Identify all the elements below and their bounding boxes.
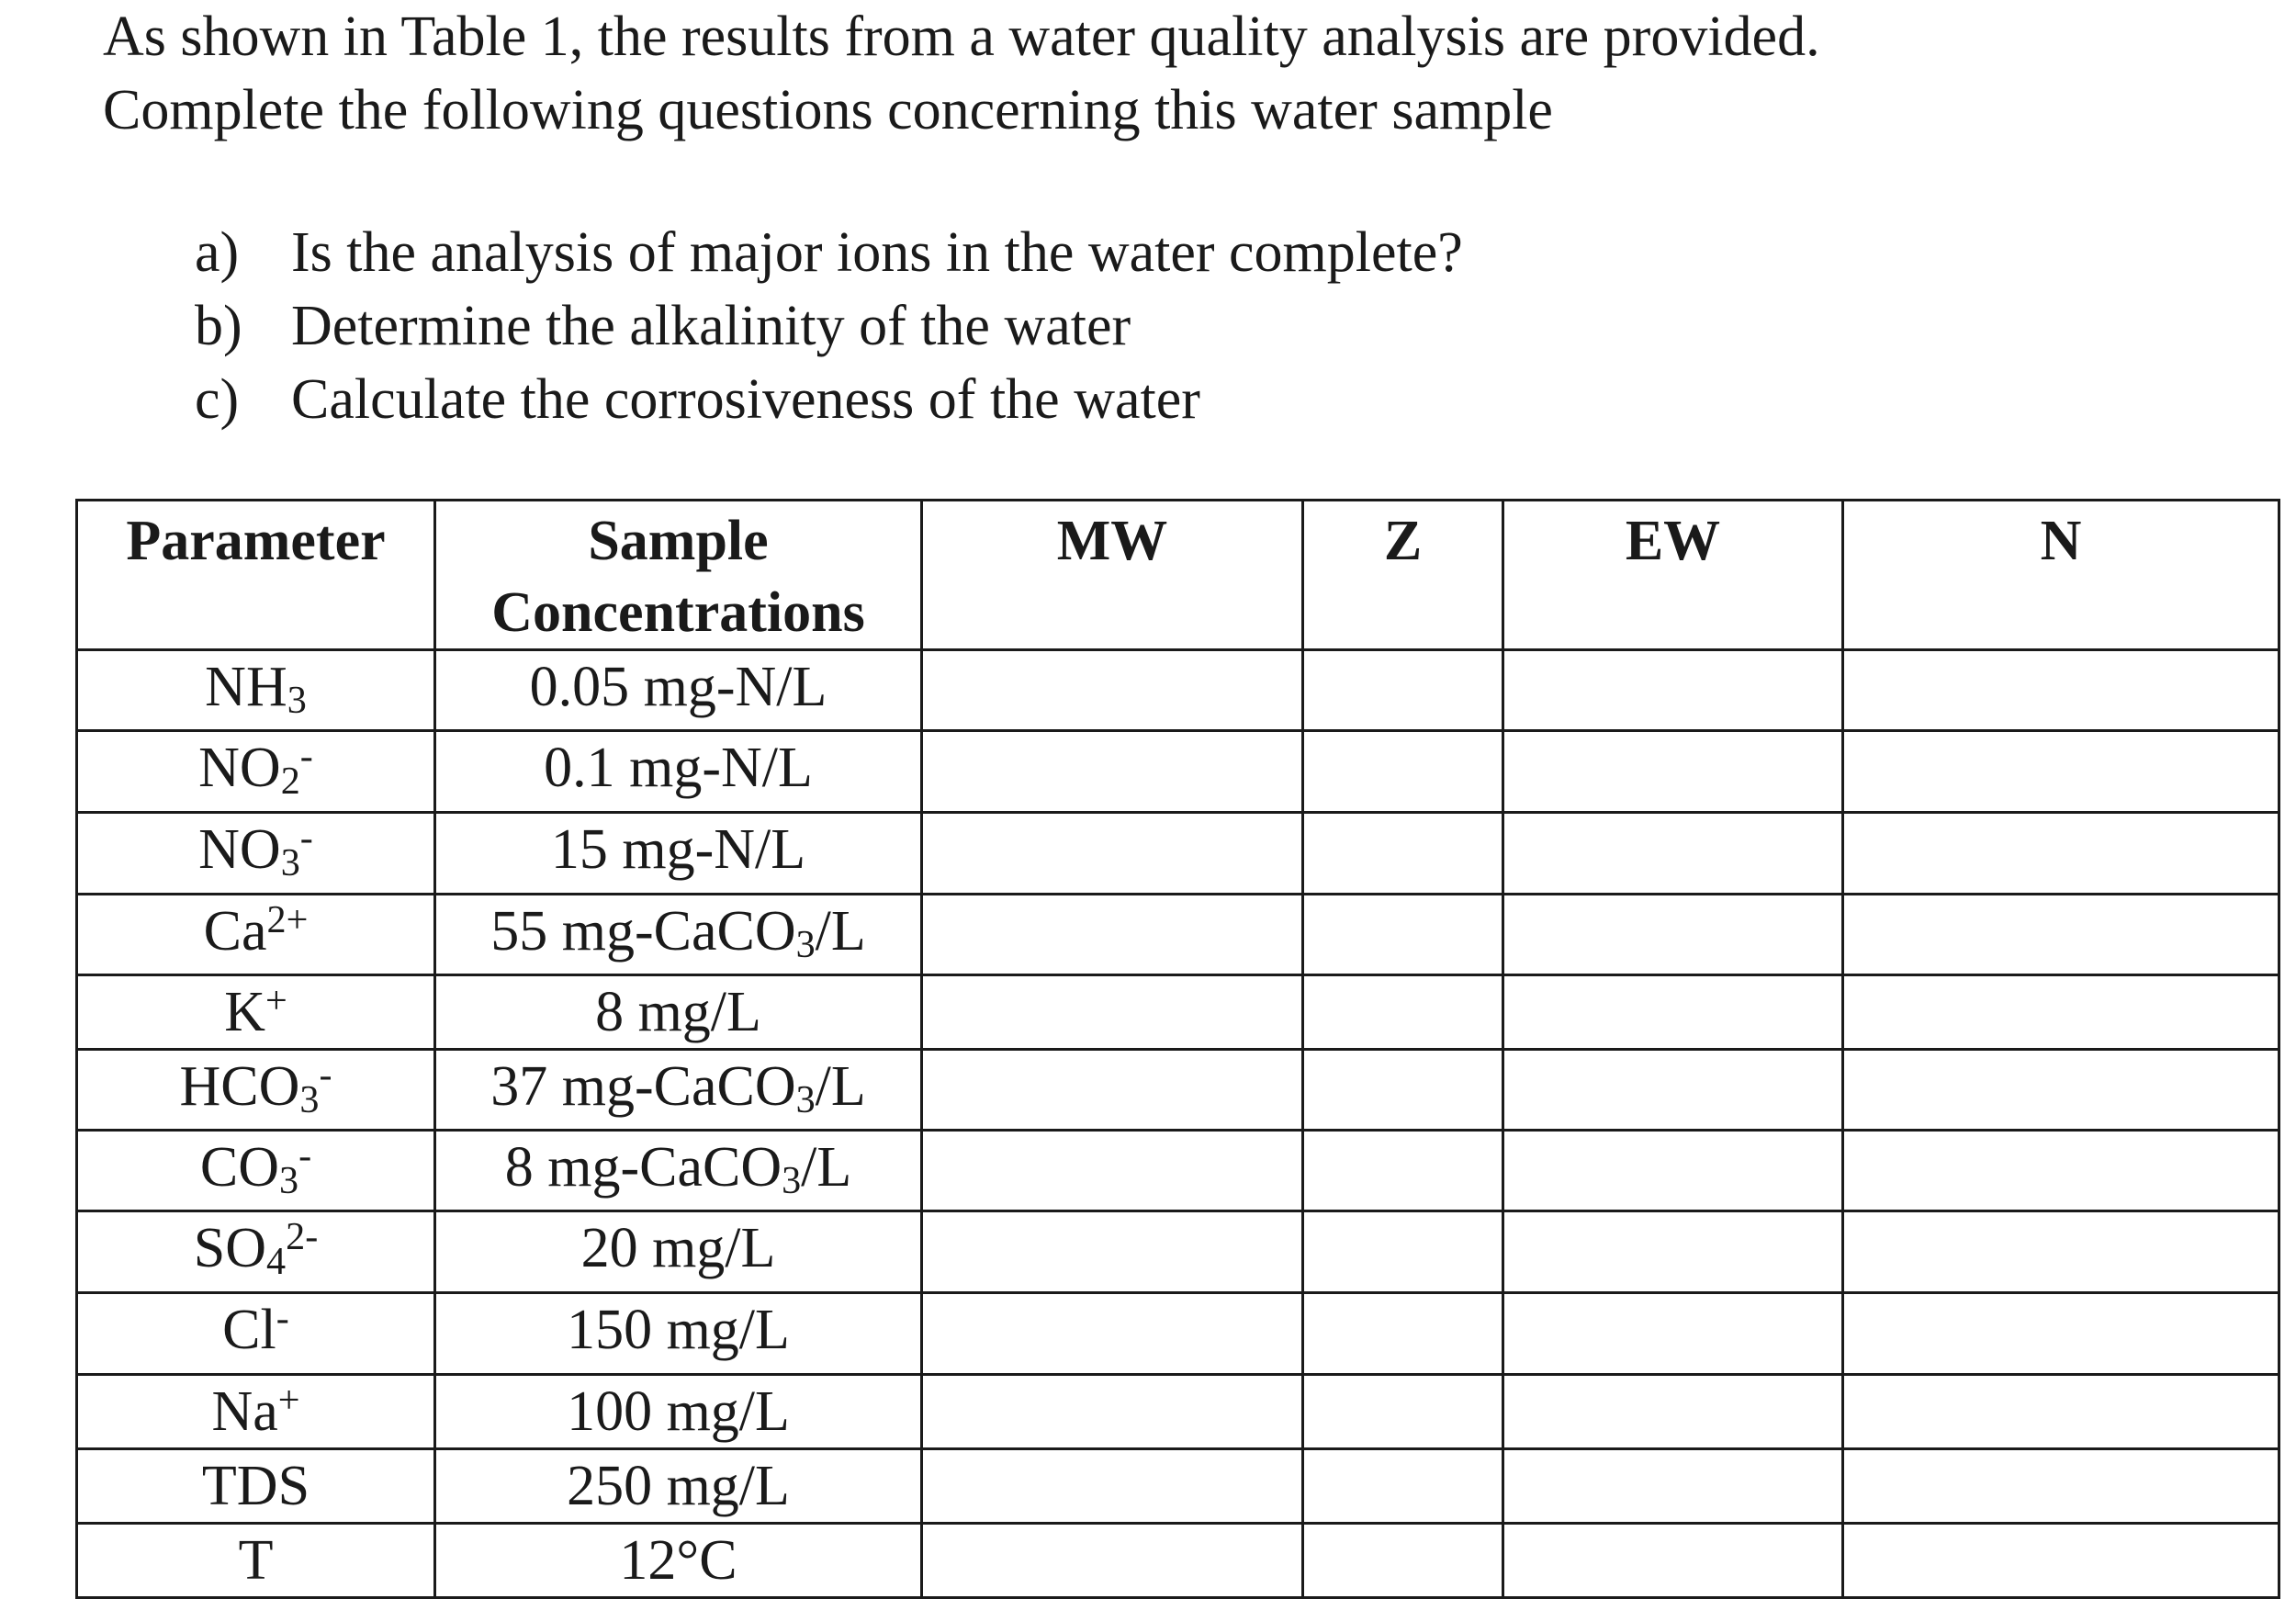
z-cell — [1303, 1050, 1503, 1131]
concentration-value: 8 mg/L — [595, 981, 761, 1043]
ew-cell — [1503, 1211, 1843, 1293]
concentration-unit-tail: /L — [815, 1055, 866, 1118]
parameter-formula: NH — [205, 656, 287, 718]
question-item — [195, 289, 1463, 363]
ew-cell — [1503, 975, 1843, 1050]
n-cell — [1843, 1293, 2279, 1375]
table-row — [77, 895, 2279, 975]
ew-cell — [1503, 1449, 1843, 1524]
concentration-subscript: 3 — [795, 1078, 816, 1122]
z-cell — [1303, 1449, 1503, 1524]
mw-cell — [922, 1211, 1303, 1293]
table-header-row — [77, 501, 2279, 650]
mw-cell — [922, 1131, 1303, 1211]
table-row — [77, 1449, 2279, 1524]
n-cell — [1843, 731, 2279, 813]
ew-cell — [1503, 1524, 1843, 1598]
question-letter: b) — [195, 295, 242, 357]
table-row — [77, 975, 2279, 1050]
n-cell — [1843, 1050, 2279, 1131]
n-cell — [1843, 1211, 2279, 1293]
n-cell — [1843, 975, 2279, 1050]
parameter-subscript: 3 — [279, 1159, 299, 1203]
parameter-formula: T — [238, 1529, 274, 1592]
question-item — [195, 363, 1463, 436]
parameter-subscript: 3 — [280, 841, 300, 885]
parameter-charge: 2+ — [266, 898, 309, 942]
n-cell — [1843, 1375, 2279, 1449]
parameter-subscript: 3 — [299, 1078, 320, 1122]
header-sample-line1: Sample — [588, 510, 769, 572]
parameter-charge: - — [299, 735, 313, 779]
parameter-cell — [77, 1449, 435, 1524]
concentration-value: 150 mg/L — [567, 1299, 790, 1361]
mw-cell — [922, 1524, 1303, 1598]
parameter-cell — [77, 1211, 435, 1293]
parameter-cell — [77, 650, 435, 731]
question-text: Is the analysis of major ions in the water complete? — [291, 221, 1463, 284]
parameter-formula: CO — [199, 1136, 279, 1199]
parameter-cell — [77, 813, 435, 895]
n-cell — [1843, 650, 2279, 731]
parameter-cell — [77, 895, 435, 975]
z-cell — [1303, 895, 1503, 975]
n-cell — [1843, 895, 2279, 975]
n-cell — [1843, 1449, 2279, 1524]
concentration-cell — [435, 1293, 922, 1375]
n-cell — [1843, 813, 2279, 895]
intro-text — [103, 0, 2215, 147]
concentration-cell — [435, 895, 922, 975]
question-text: Determine the alkalinity of the water — [291, 295, 1131, 357]
header-z: Z — [1303, 501, 1503, 650]
parameter-formula: K — [224, 981, 265, 1043]
mw-cell — [922, 650, 1303, 731]
concentration-cell — [435, 731, 922, 813]
concentration-cell — [435, 1050, 922, 1131]
mw-cell — [922, 1449, 1303, 1524]
parameter-charge: - — [319, 1053, 332, 1098]
parameter-cell — [77, 1131, 435, 1211]
parameter-charge: - — [299, 816, 313, 861]
table-body — [77, 650, 2279, 1598]
table-row — [77, 1131, 2279, 1211]
parameter-charge: - — [298, 1134, 312, 1178]
question-list — [195, 216, 1463, 436]
intro-line-2: Complete the following questions concerning this water sample — [103, 79, 1553, 141]
concentration-value: 12°C — [619, 1529, 737, 1592]
n-cell — [1843, 1131, 2279, 1211]
parameter-formula: Na — [211, 1380, 278, 1443]
table-row — [77, 1524, 2279, 1598]
mw-cell — [922, 731, 1303, 813]
concentration-cell — [435, 813, 922, 895]
parameter-formula: HCO — [179, 1055, 300, 1118]
concentration-cell — [435, 1131, 922, 1211]
ew-cell — [1503, 1050, 1843, 1131]
parameter-formula: NO — [198, 818, 281, 881]
water-quality-table — [75, 499, 2280, 1599]
concentration-cell — [435, 1375, 922, 1449]
z-cell — [1303, 650, 1503, 731]
parameter-formula: SO — [193, 1217, 267, 1279]
question-text: Calculate the corrosiveness of the water — [291, 368, 1200, 431]
parameter-charge: + — [265, 979, 287, 1023]
parameter-cell — [77, 731, 435, 813]
concentration-value: 8 mg-CaCO — [504, 1136, 782, 1199]
ew-cell — [1503, 731, 1843, 813]
concentration-unit-tail: /L — [815, 900, 866, 963]
question-letter: a) — [195, 221, 240, 284]
z-cell — [1303, 731, 1503, 813]
table-row — [77, 1293, 2279, 1375]
parameter-cell — [77, 975, 435, 1050]
parameter-charge: + — [277, 1379, 300, 1423]
concentration-value: 55 mg-CaCO — [490, 900, 796, 963]
concentration-unit-tail: /L — [801, 1136, 852, 1199]
table-row — [77, 813, 2279, 895]
ew-cell — [1503, 1131, 1843, 1211]
parameter-formula: Cl — [222, 1299, 276, 1361]
table-row — [77, 1050, 2279, 1131]
concentration-value: 0.1 mg-N/L — [544, 737, 813, 799]
table-row — [77, 731, 2279, 813]
parameter-subscript: 4 — [266, 1240, 287, 1284]
header-sample-line2: Concentrations — [491, 581, 865, 644]
z-cell — [1303, 1293, 1503, 1375]
intro-line-1: As shown in Table 1, the results from a water quality analysis are provided. — [103, 6, 1820, 68]
z-cell — [1303, 1524, 1503, 1598]
concentration-value: 250 mg/L — [567, 1455, 790, 1517]
parameter-charge: - — [276, 1297, 289, 1341]
concentration-subscript: 3 — [782, 1159, 802, 1203]
concentration-value: 20 mg/L — [580, 1217, 776, 1279]
header-n: N — [1843, 501, 2279, 650]
table-row — [77, 1211, 2279, 1293]
parameter-cell — [77, 1375, 435, 1449]
table-row — [77, 650, 2279, 731]
concentration-cell — [435, 1524, 922, 1598]
concentration-value: 15 mg-N/L — [550, 818, 806, 881]
parameter-subscript: 2 — [280, 760, 300, 804]
parameter-cell — [77, 1524, 435, 1598]
ew-cell — [1503, 1375, 1843, 1449]
concentration-cell — [435, 650, 922, 731]
z-cell — [1303, 1131, 1503, 1211]
concentration-cell — [435, 1449, 922, 1524]
mw-cell — [922, 1375, 1303, 1449]
parameter-subscript: 3 — [287, 679, 307, 723]
header-ew: EW — [1503, 501, 1843, 650]
mw-cell — [922, 813, 1303, 895]
concentration-cell — [435, 1211, 922, 1293]
mw-cell — [922, 1050, 1303, 1131]
parameter-formula: TDS — [201, 1455, 310, 1517]
mw-cell — [922, 975, 1303, 1050]
parameter-charge: 2- — [286, 1215, 319, 1259]
ew-cell — [1503, 1293, 1843, 1375]
z-cell — [1303, 975, 1503, 1050]
concentration-value: 100 mg/L — [567, 1380, 790, 1443]
ew-cell — [1503, 650, 1843, 731]
mw-cell — [922, 1293, 1303, 1375]
concentration-value: 37 mg-CaCO — [490, 1055, 796, 1118]
question-letter: c) — [195, 368, 240, 431]
concentration-cell — [435, 975, 922, 1050]
z-cell — [1303, 813, 1503, 895]
header-sample-concentrations — [435, 501, 922, 650]
z-cell — [1303, 1375, 1503, 1449]
header-parameter: Parameter — [77, 501, 435, 650]
parameter-formula: Ca — [203, 900, 267, 963]
ew-cell — [1503, 895, 1843, 975]
parameter-cell — [77, 1050, 435, 1131]
table-row — [77, 1375, 2279, 1449]
z-cell — [1303, 1211, 1503, 1293]
parameter-formula: NO — [198, 737, 281, 799]
concentration-value: 0.05 mg-N/L — [529, 656, 827, 718]
ew-cell — [1503, 813, 1843, 895]
header-mw: MW — [922, 501, 1303, 650]
parameter-cell — [77, 1293, 435, 1375]
mw-cell — [922, 895, 1303, 975]
question-item — [195, 216, 1463, 289]
concentration-subscript: 3 — [795, 923, 816, 967]
n-cell — [1843, 1524, 2279, 1598]
